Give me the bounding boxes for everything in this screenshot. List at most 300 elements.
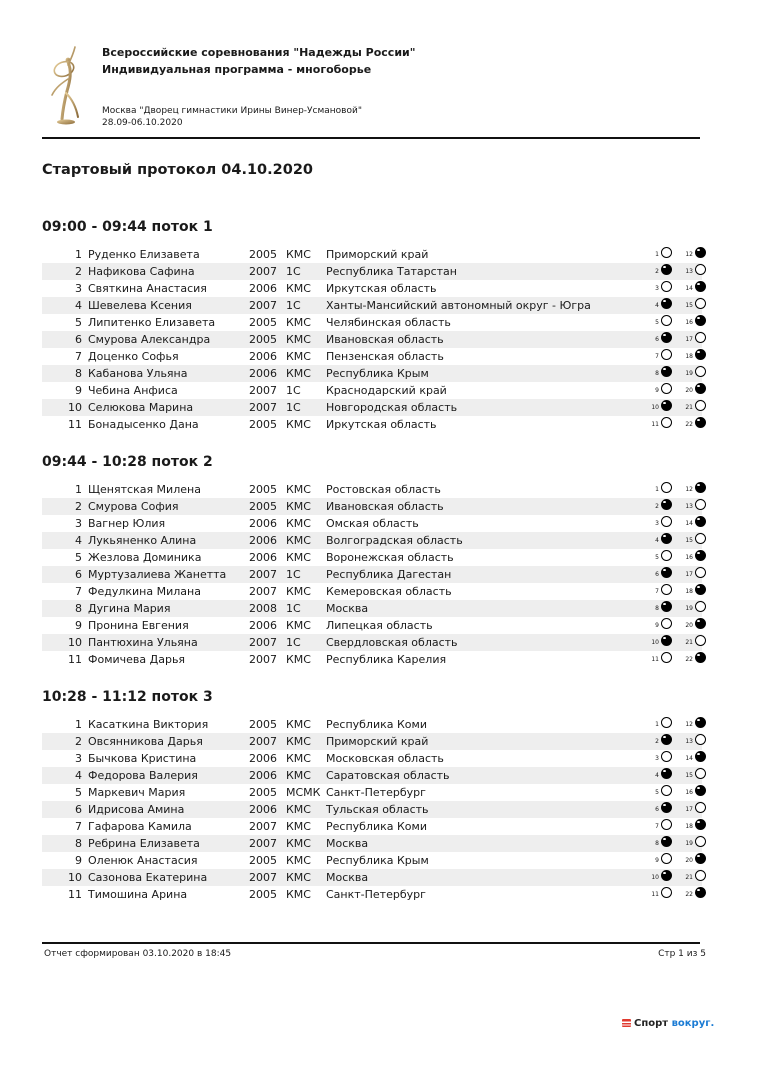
rotation-number: 11 [651,891,659,898]
start-list [42,246,702,433]
start-number: 3 [75,517,82,530]
birth-year: 2006 [249,282,277,295]
rotation-number: 22 [685,891,693,898]
competition-dates: 28.09-06.10.2020 [102,118,183,128]
rotation-number: 5 [655,789,659,796]
document-header [42,40,702,132]
athlete-name: Бычкова Кристина [88,752,197,765]
rotation-number: 4 [655,302,659,309]
rotation-number: 7 [655,823,659,830]
athlete-name: Нафикова Сафина [88,265,195,278]
brand-part1: Спорт [634,1018,669,1029]
empty-circle-icon [695,635,706,646]
rotation-marker-2 [674,717,706,731]
start-number: 4 [75,769,82,782]
rotation-marker-1 [642,417,672,431]
birth-year: 2007 [249,653,277,666]
sport-rank: КМС [286,367,311,380]
start-number: 8 [75,837,82,850]
athlete-name: Ребрина Елизавета [88,837,200,850]
region: Липецкая область [326,619,433,632]
rotation-number: 6 [655,806,659,813]
rotation-number: 9 [655,622,659,629]
region: Ханты-Мансийский автономный округ - Югра [326,299,591,312]
table-row [42,583,702,600]
start-number: 2 [75,500,82,513]
region: Пензенская область [326,350,444,363]
sport-rank: КМС [286,854,311,867]
region: Москва [326,871,369,884]
rotation-marker-2 [674,298,706,312]
sport-rank: КМС [286,769,311,782]
sport-rank: 1С [286,602,301,615]
rotation-number: 21 [685,874,693,881]
rotation-number: 16 [685,554,693,561]
athlete-name: Муртузалиева Жанетта [88,568,227,581]
rotation-marker-1 [642,298,672,312]
filled-ball-icon [661,768,672,779]
filled-ball-icon [661,533,672,544]
birth-year: 2007 [249,871,277,884]
stream-3 [42,688,702,903]
start-number: 7 [75,585,82,598]
rotation-number: 2 [655,503,659,510]
table-row [42,399,702,416]
sport-rank: КМС [286,248,311,261]
rotation-number: 3 [655,755,659,762]
empty-circle-icon [661,550,672,561]
empty-circle-icon [661,887,672,898]
filled-ball-icon [695,516,706,527]
athlete-name: Жезлова Доминика [88,551,202,564]
filled-ball-icon [661,332,672,343]
athlete-name: Смурова Александра [88,333,211,346]
birth-year: 2008 [249,602,277,615]
table-row [42,532,702,549]
region: Ивановская область [326,500,444,513]
rotation-marker-1 [642,264,672,278]
birth-year: 2007 [249,384,277,397]
empty-circle-icon [661,717,672,728]
start-number: 3 [75,282,82,295]
rotation-marker-2 [674,768,706,782]
rotation-number: 20 [685,857,693,864]
empty-circle-icon [695,768,706,779]
table-row [42,600,702,617]
brand-flag-icon [622,1019,631,1027]
start-number: 6 [75,568,82,581]
rotation-number: 15 [685,537,693,544]
empty-circle-icon [695,400,706,411]
rotation-marker-2 [674,264,706,278]
rotation-number: 8 [655,370,659,377]
start-number: 1 [75,248,82,261]
sport-rank: КМС [286,534,311,547]
filled-ball-icon [695,717,706,728]
rotation-marker-2 [674,533,706,547]
birth-year: 2007 [249,735,277,748]
athlete-name: Маркевич Мария [88,786,186,799]
start-number: 2 [75,735,82,748]
sport-rank: КМС [286,500,311,513]
region: Республика Коми [326,718,427,731]
athlete-name: Руденко Елизавета [88,248,200,261]
birth-year: 2006 [249,517,277,530]
rotation-marker-2 [674,383,706,397]
region: Волгоградская область [326,534,463,547]
birth-year: 2006 [249,534,277,547]
region: Челябинская область [326,316,451,329]
empty-circle-icon [695,601,706,612]
table-row [42,617,702,634]
empty-circle-icon [661,516,672,527]
rotation-number: 18 [685,823,693,830]
sport-rank: КМС [286,551,311,564]
birth-year: 2005 [249,500,277,513]
athlete-name: Кабанова Ульяна [88,367,188,380]
rotation-marker-1 [642,400,672,414]
empty-circle-icon [661,281,672,292]
rotation-marker-2 [674,785,706,799]
gymnast-logo-icon [42,45,94,127]
empty-circle-icon [661,417,672,428]
filled-ball-icon [695,618,706,629]
sport-rank: КМС [286,735,311,748]
rotation-marker-1 [642,870,672,884]
rotation-number: 13 [685,738,693,745]
region: Ростовская область [326,483,441,496]
rotation-marker-1 [642,584,672,598]
rotation-number: 6 [655,336,659,343]
rotation-number: 12 [685,721,693,728]
filled-ball-icon [661,836,672,847]
birth-year: 2006 [249,803,277,816]
birth-year: 2007 [249,585,277,598]
rotation-marker-2 [674,652,706,666]
birth-year: 2006 [249,619,277,632]
table-row [42,331,702,348]
region: Ивановская область [326,333,444,346]
rotation-number: 8 [655,840,659,847]
rotation-number: 21 [685,639,693,646]
empty-circle-icon [695,332,706,343]
rotation-number: 18 [685,588,693,595]
region: Республика Коми [326,820,427,833]
header-divider [42,137,700,139]
rotation-number: 5 [655,554,659,561]
athlete-name: Вагнер Юлия [88,517,166,530]
rotation-number: 17 [685,336,693,343]
start-number: 6 [75,333,82,346]
rotation-marker-1 [642,802,672,816]
empty-circle-icon [661,785,672,796]
table-row [42,297,702,314]
rotation-marker-1 [642,332,672,346]
start-number: 10 [68,871,82,884]
rotation-marker-1 [642,366,672,380]
start-number: 1 [75,483,82,496]
stream-title: 10:28 - 11:12 поток 3 [42,689,213,705]
sport-rank: КМС [286,653,311,666]
table-row [42,651,702,668]
rotation-marker-1 [642,349,672,363]
athlete-name: Оленюк Анастасия [88,854,198,867]
filled-ball-icon [661,734,672,745]
filled-ball-icon [661,567,672,578]
athlete-name: Смурова София [88,500,179,513]
rotation-marker-1 [642,533,672,547]
sport-rank: КМС [286,350,311,363]
page-number: Стр 1 из 5 [658,949,706,959]
filled-ball-icon [661,635,672,646]
rotation-number: 17 [685,571,693,578]
rotation-number: 12 [685,486,693,493]
empty-circle-icon [661,584,672,595]
birth-year: 2007 [249,837,277,850]
athlete-name: Щенятская Милена [88,483,201,496]
filled-ball-icon [695,751,706,762]
birth-year: 2005 [249,316,277,329]
region: Республика Крым [326,367,429,380]
region: Иркутская область [326,282,437,295]
birth-year: 2006 [249,350,277,363]
athlete-name: Овсянникова Дарья [88,735,203,748]
filled-ball-icon [661,499,672,510]
athlete-name: Фомичева Дарья [88,653,186,666]
program-title: Индивидуальная программа - многоборье [102,63,372,76]
athlete-name: Святкина Анастасия [88,282,207,295]
rotation-number: 5 [655,319,659,326]
rotation-marker-2 [674,567,706,581]
table-row [42,515,702,532]
filled-ball-icon [695,785,706,796]
rotation-number: 2 [655,738,659,745]
start-number: 5 [75,316,82,329]
rotation-number: 10 [651,874,659,881]
region: Республика Крым [326,854,429,867]
table-row [42,549,702,566]
empty-circle-icon [661,751,672,762]
region: Краснодарский край [326,384,447,397]
start-number: 11 [68,418,82,431]
rotation-marker-1 [642,635,672,649]
filled-ball-icon [695,853,706,864]
filled-ball-icon [695,247,706,258]
rotation-marker-1 [642,516,672,530]
rotation-number: 14 [685,285,693,292]
rotation-marker-1 [642,836,672,850]
rotation-number: 1 [655,721,659,728]
athlete-name: Лукьяненко Алина [88,534,197,547]
start-number: 4 [75,534,82,547]
rotation-number: 11 [651,656,659,663]
rotation-number: 9 [655,857,659,864]
sport-rank: 1С [286,299,301,312]
sport-rank: КМС [286,888,311,901]
rotation-number: 10 [651,404,659,411]
rotation-number: 15 [685,302,693,309]
region: Республика Дагестан [326,568,452,581]
filled-ball-icon [661,601,672,612]
rotation-marker-2 [674,482,706,496]
rotation-number: 2 [655,268,659,275]
sport-rank: КМС [286,837,311,850]
empty-circle-icon [695,499,706,510]
report-generated: Отчет сформирован 03.10.2020 в 18:45 [44,949,232,959]
rotation-marker-1 [642,768,672,782]
filled-ball-icon [695,652,706,663]
birth-year: 2005 [249,248,277,261]
birth-year: 2005 [249,418,277,431]
rotation-number: 4 [655,537,659,544]
rotation-marker-1 [642,247,672,261]
table-row [42,382,702,399]
rotation-marker-2 [674,584,706,598]
rotation-marker-1 [642,652,672,666]
table-row [42,634,702,651]
start-number: 9 [75,619,82,632]
start-number: 6 [75,803,82,816]
rotation-marker-1 [642,717,672,731]
rotation-number: 12 [685,251,693,258]
table-row [42,886,702,903]
sport-rank: КМС [286,418,311,431]
rotation-number: 13 [685,268,693,275]
sport-rank: КМС [286,517,311,530]
rotation-marker-1 [642,734,672,748]
birth-year: 2006 [249,752,277,765]
table-row [42,365,702,382]
region: Приморский край [326,735,429,748]
sport-rank: КМС [286,820,311,833]
athlete-name: Дугина Мария [88,602,171,615]
stream-1 [42,218,702,433]
birth-year: 2005 [249,888,277,901]
region: Тульская область [326,803,429,816]
region: Республика Карелия [326,653,447,666]
rotation-number: 21 [685,404,693,411]
start-list [42,481,702,668]
rotation-marker-2 [674,550,706,564]
athlete-name: Чебина Анфиса [88,384,178,397]
rotation-number: 3 [655,285,659,292]
birth-year: 2007 [249,820,277,833]
rotation-number: 6 [655,571,659,578]
empty-circle-icon [661,618,672,629]
rotation-marker-2 [674,836,706,850]
start-number: 1 [75,718,82,731]
rotation-marker-1 [642,618,672,632]
empty-circle-icon [661,247,672,258]
filled-ball-icon [695,584,706,595]
rotation-marker-1 [642,601,672,615]
filled-ball-icon [695,550,706,561]
rotation-number: 11 [651,421,659,428]
rotation-marker-1 [642,383,672,397]
rotation-number: 13 [685,503,693,510]
rotation-marker-1 [642,887,672,901]
athlete-name: Доценко Софья [88,350,179,363]
sport-rank: 1С [286,636,301,649]
start-number: 10 [68,401,82,414]
rotation-number: 19 [685,840,693,847]
region: Новгородская область [326,401,458,414]
footer-divider [42,942,700,944]
table-row [42,716,702,733]
rotation-marker-1 [642,281,672,295]
filled-ball-icon [661,298,672,309]
filled-ball-icon [695,383,706,394]
athlete-name: Селюкова Марина [88,401,194,414]
rotation-marker-2 [674,887,706,901]
filled-ball-icon [695,417,706,428]
table-row [42,246,702,263]
rotation-number: 1 [655,486,659,493]
brand-part2: вокруг. [671,1018,715,1029]
rotation-marker-1 [642,567,672,581]
region: Кемеровская область [326,585,452,598]
rotation-marker-2 [674,751,706,765]
table-row [42,498,702,515]
rotation-marker-2 [674,349,706,363]
sport-rank: КМС [286,718,311,731]
sport-rank: КМС [286,316,311,329]
table-row [42,750,702,767]
empty-circle-icon [695,836,706,847]
rotation-number: 19 [685,370,693,377]
start-number: 4 [75,299,82,312]
table-row [42,263,702,280]
birth-year: 2006 [249,769,277,782]
start-number: 8 [75,367,82,380]
table-row [42,566,702,583]
filled-ball-icon [695,819,706,830]
rotation-number: 20 [685,622,693,629]
rotation-marker-2 [674,247,706,261]
rotation-number: 20 [685,387,693,394]
region: Республика Татарстан [326,265,457,278]
rotation-number: 22 [685,421,693,428]
rotation-marker-2 [674,315,706,329]
rotation-number: 16 [685,319,693,326]
rotation-number: 3 [655,520,659,527]
athlete-name: Шевелева Ксения [88,299,192,312]
table-row [42,818,702,835]
filled-ball-icon [661,870,672,881]
birth-year: 2007 [249,401,277,414]
sport-rank: 1С [286,568,301,581]
empty-circle-icon [695,802,706,813]
rotation-number: 17 [685,806,693,813]
rotation-marker-2 [674,853,706,867]
start-number: 11 [68,888,82,901]
empty-circle-icon [661,315,672,326]
stream-title: 09:00 - 09:44 поток 1 [42,219,213,235]
rotation-number: 15 [685,772,693,779]
rotation-number: 7 [655,353,659,360]
region: Воронежская область [326,551,454,564]
sport-rank: КМС [286,282,311,295]
athlete-name: Федулкина Милана [88,585,201,598]
sport-rank: 1С [286,401,301,414]
empty-circle-icon [695,298,706,309]
table-row [42,784,702,801]
sport-rank: КМС [286,619,311,632]
rotation-marker-2 [674,366,706,380]
table-row [42,481,702,498]
rotation-marker-2 [674,734,706,748]
region: Московская область [326,752,444,765]
